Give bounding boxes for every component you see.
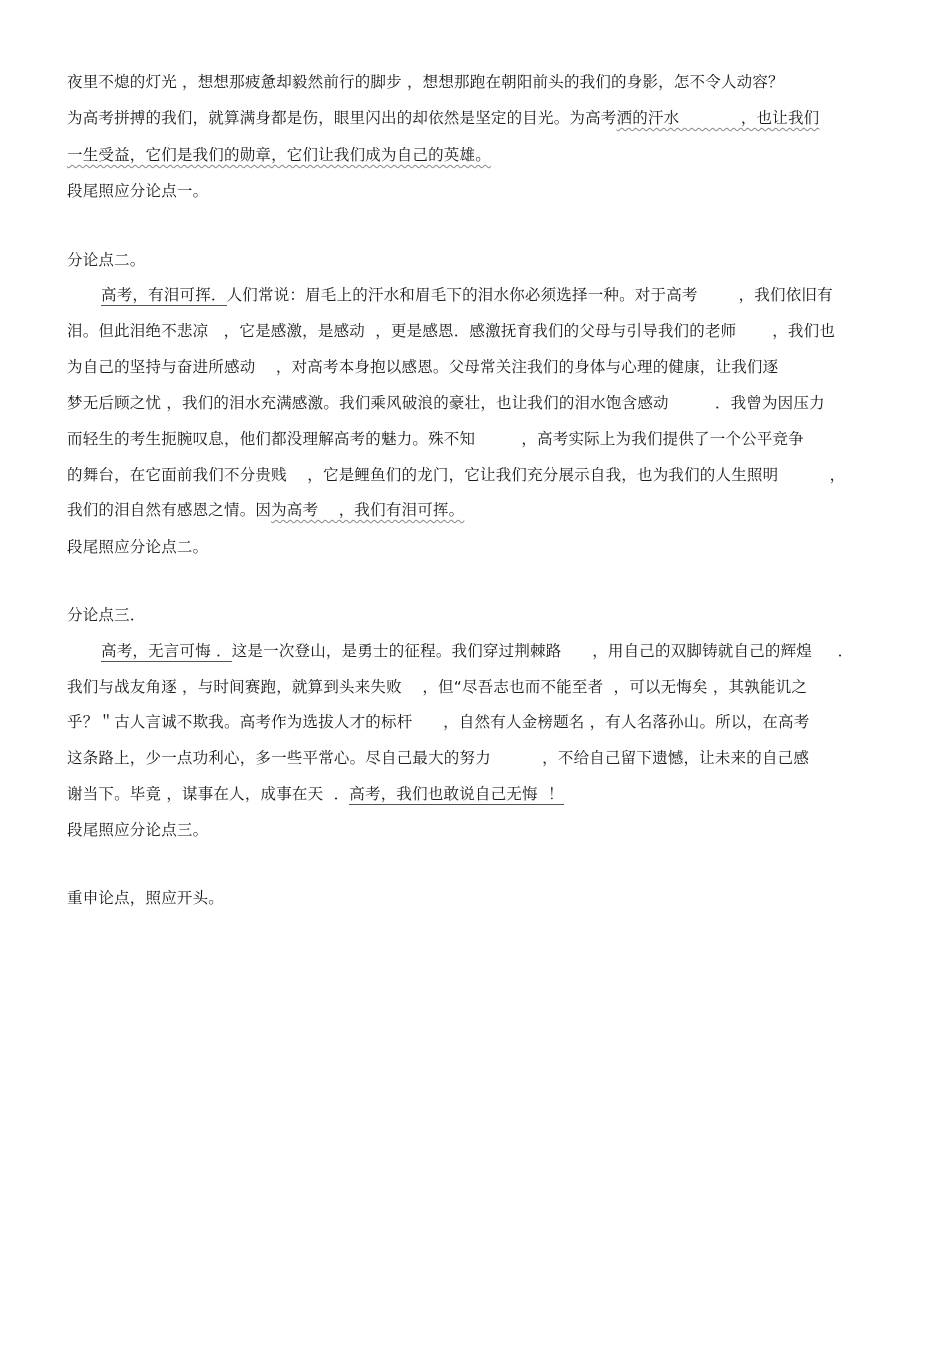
section3-line-1: [101, 641, 853, 661]
section2-line-7: [67, 500, 464, 520]
section3-line-3: 乎？＂古人言诚不欺我。高考作为选拔人才的标杆 ，自然有人金榜题名 ，有人名落孙山。所以，在高考: [67, 713, 810, 731]
section2-line-6: 的舞台，在它面前我们不分贵贱 ，它是鲤鱼们的龙门，它让我们充分展示自我，也为我们的人生照明 ，: [67, 466, 846, 484]
section2-line-7-text: 我们的泪自然有感恩之情。因: [67, 501, 272, 519]
ending-note-2: 段尾照应分论点二。: [67, 538, 209, 556]
intro-line-1: 夜里不熄的灯光 ，想想那疲惫却毅然前行的脚步 ，想想那跑在朝阳前头的我们的身影，怎不令人动容？: [67, 73, 784, 91]
section2-closing-underlined: 为高考 ，我们有泪可挥。: [271, 501, 465, 519]
conclusion-note: 重申论点，照应开头。: [67, 889, 225, 907]
section2-line-4: 梦无后顾之忧 ，我们的泪水充满感激。我们乘风破浪的豪壮，也让我们的泪水饱含感动 ．我曾为因压力: [67, 394, 825, 412]
section3-line-1-text: 这是一次登山，是勇士的征程。我们穿过荆棘路 ，用自己的双脚铸就自己的辉煌 ．: [231, 642, 854, 660]
section3-heading: 分论点三．: [67, 606, 146, 624]
section2-heading: 分论点二。: [67, 251, 146, 269]
ending-note-3: 段尾照应分论点三。: [67, 821, 209, 839]
section3-line-4: 这条路上，少一点功利心，多一些平常心。尽自己最大的努力 ，不给自己留下遗憾，让未来的自己感: [67, 749, 810, 767]
section3-line-2: 我们与战友角逐 ，与时间赛跑，就算到头来失败 ，但“尽吾志也而不能至者 ，可以无悔矣 ，其孰能讥之: [67, 678, 808, 696]
section3-line-5-text: 谢当下。毕竟 ，谋事在人，成事在天 ．: [67, 785, 350, 803]
section3-topic-sentence: 高考，无言可悔 ．: [101, 642, 232, 660]
section3-closing-underlined: 高考，我们也敢说自己无悔 ！: [349, 785, 564, 803]
ending-note-1: 段尾照应分论点一。: [67, 182, 209, 200]
section2-topic-sentence: 高考，有泪可挥．: [101, 286, 227, 304]
section2-line-3: 为自己的坚持与奋进所感动 ，对高考本身抱以感恩。父母常关注我们的身体与心理的健康，让我们逐: [67, 358, 779, 376]
section3-line-5: [67, 784, 564, 804]
section2-line-5: 而轻生的考生扼腕叹息，他们都没理解高考的魅力。殊不知 ，高考实际上为我们提供了一个公平竞争: [67, 430, 804, 448]
section2-line-2: 泪。但此泪绝不悲凉 ，它是感激，是感动 ，更是感恩．感激抚育我们的父母与引导我们的老师 ，我们也: [67, 322, 836, 340]
intro-line-2-underlined: 洒的汗水 ，也让我们: [616, 109, 820, 127]
intro-line-2-text: 为高考拼搏的我们，就算满身都是伤，眼里闪出的却依然是坚定的目光。为高考: [67, 109, 617, 127]
intro-line-3: [67, 145, 491, 165]
intro-line-2: [67, 108, 819, 128]
section2-line-1: [101, 285, 833, 305]
intro-line-3-underlined: 一生受益，它们是我们的勋章，它们让我们成为自己的英雄。: [67, 146, 491, 164]
section2-line-1-text: 人们常说：眉毛上的汗水和眉毛下的泪水你必须选择一种。对于高考 ，我们依旧有: [226, 286, 833, 304]
